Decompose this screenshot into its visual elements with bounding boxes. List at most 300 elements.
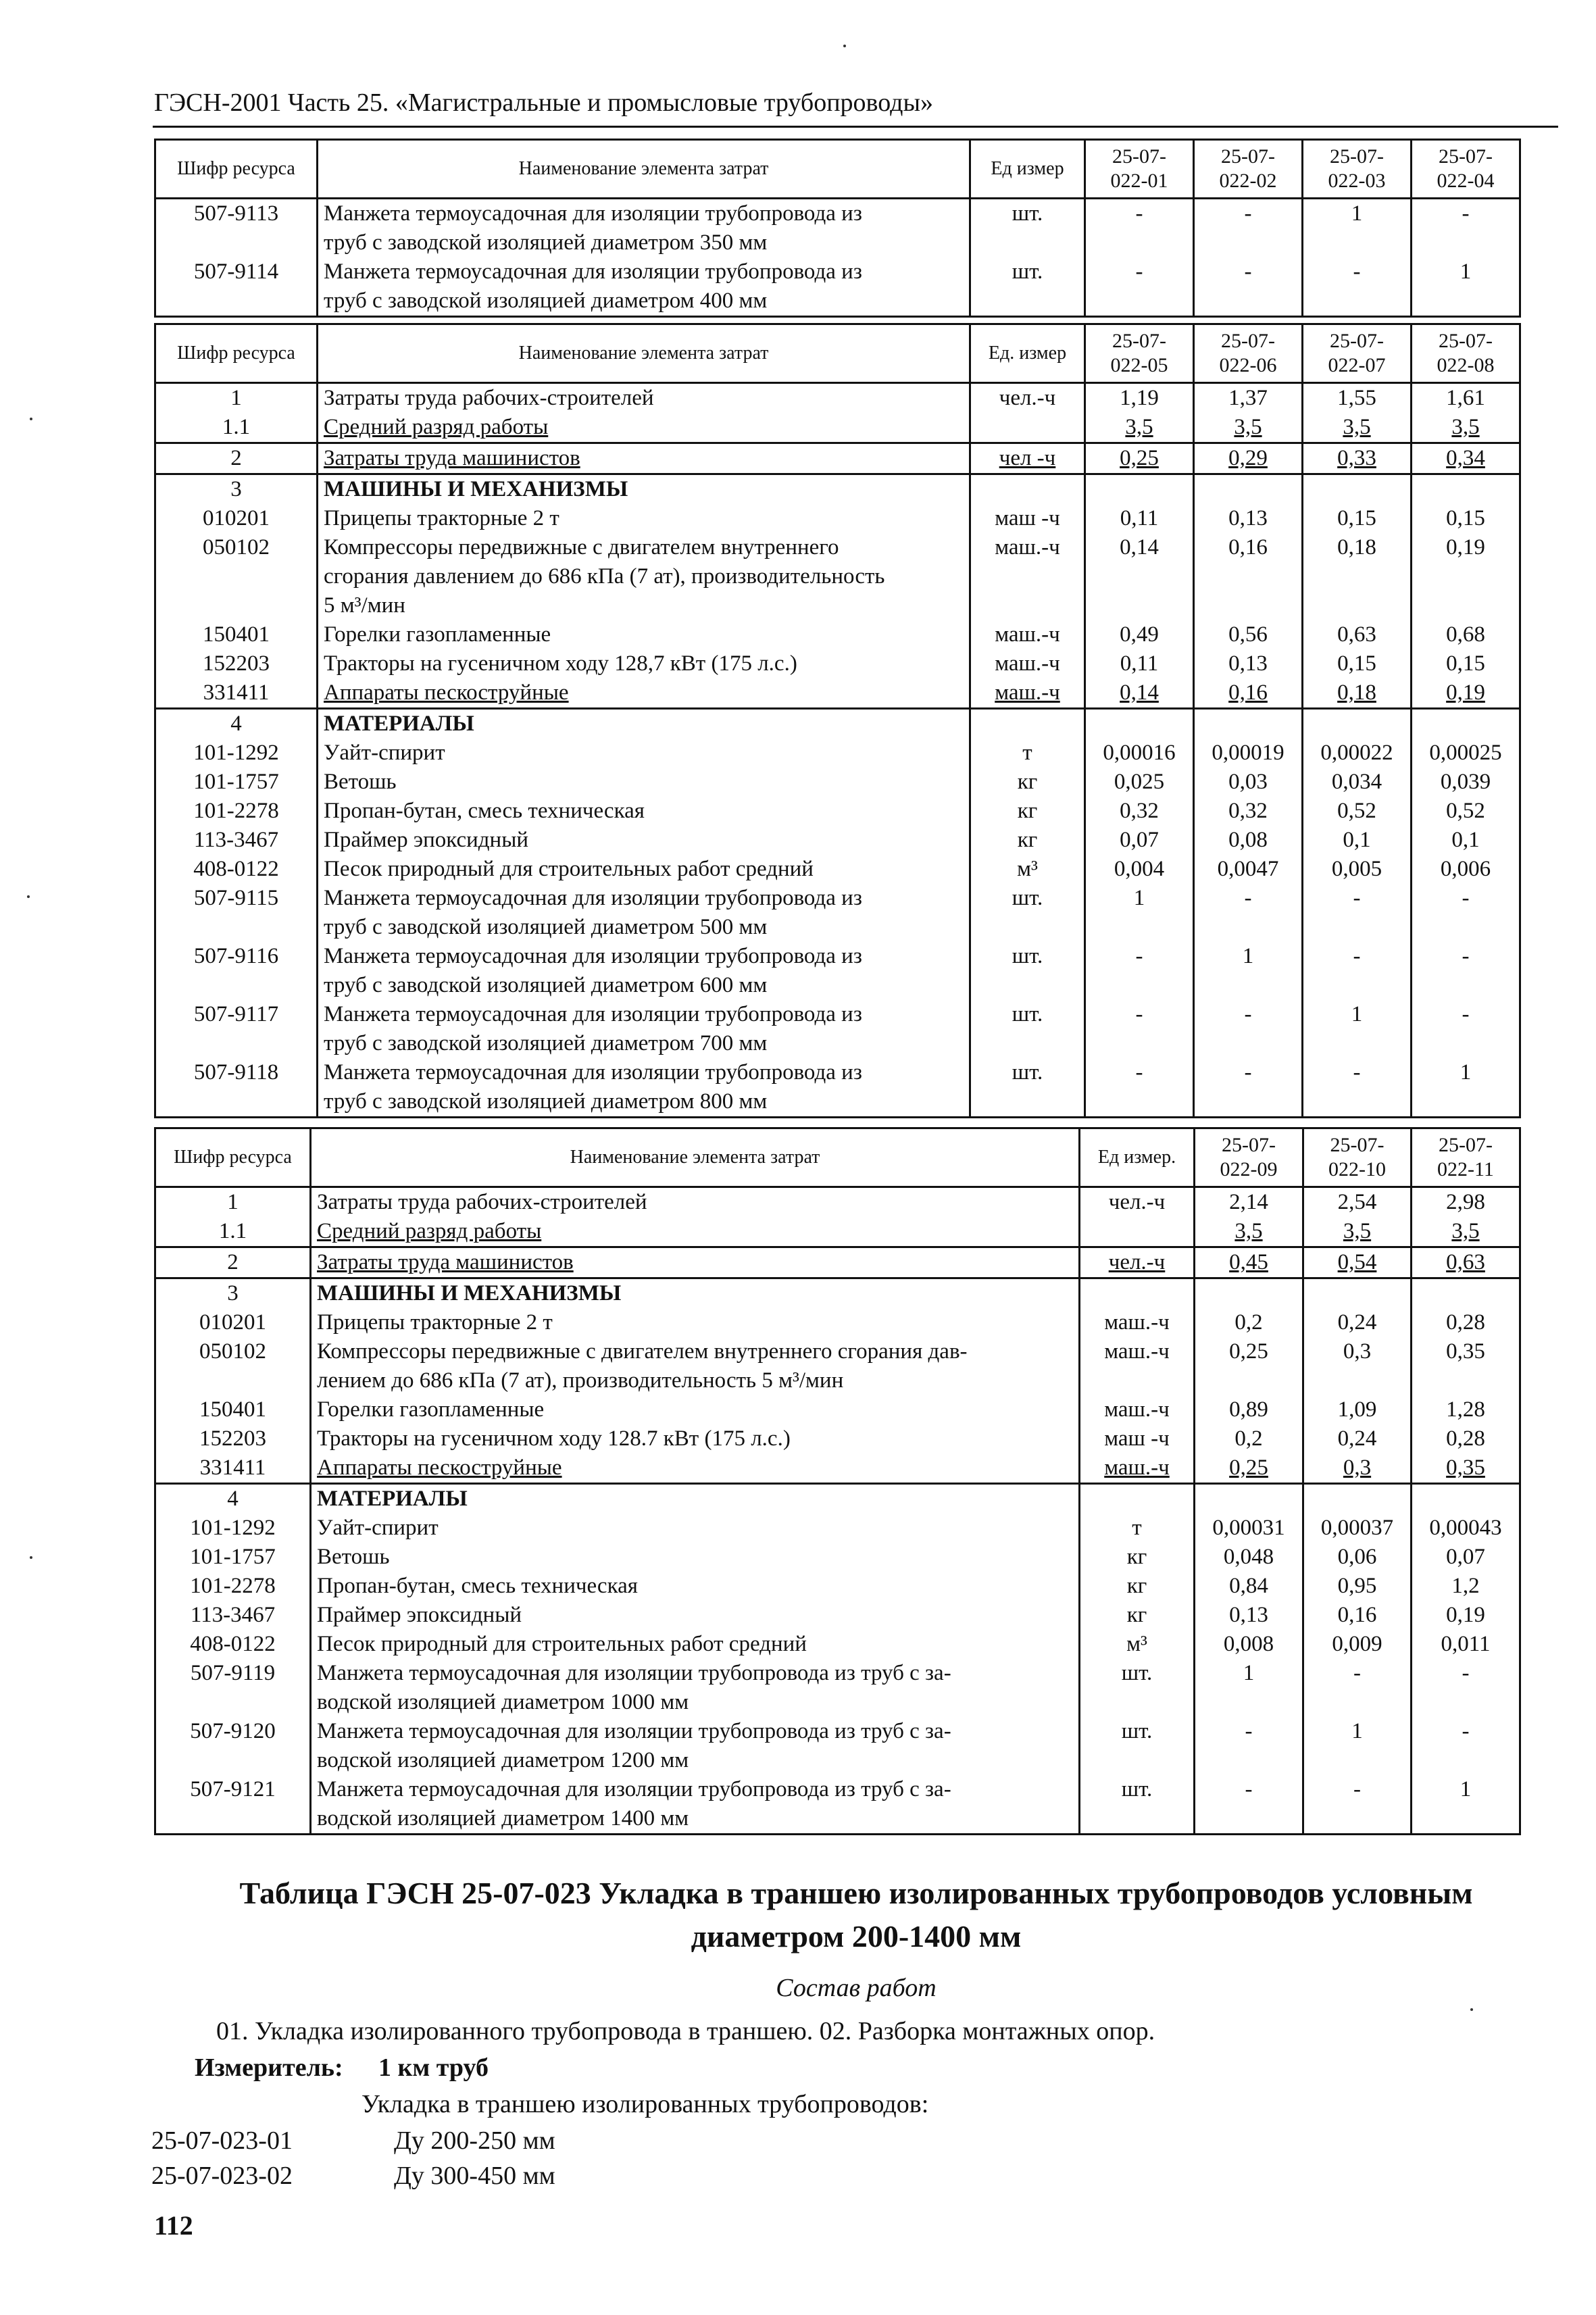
unit-cell: шт.: [970, 257, 1085, 317]
unit-cell: маш.-ч: [970, 649, 1085, 678]
column-header-norm-code: [1085, 324, 1194, 383]
unit-cell: [970, 709, 1085, 739]
value-cell: 0,95: [1303, 1572, 1412, 1601]
resource-name: Компрессоры передвижные с двигателем внутреннего сгорания дав- лением до 686 кПа (7 ат), производительность 5 м³/мин: [311, 1337, 1080, 1395]
value-cell: -: [1194, 199, 1303, 258]
value-cell: 0,011: [1412, 1630, 1520, 1659]
value-cell: 0,15: [1412, 504, 1520, 533]
resource-code: 331411: [155, 678, 318, 709]
value-cell: -: [1303, 942, 1412, 1000]
table-row: [155, 1543, 1520, 1572]
resource-code: 507-9120: [155, 1717, 311, 1775]
resource-code: 152203: [155, 649, 318, 678]
scan-speck: [1470, 2008, 1473, 2011]
value-cell: 1: [1412, 1775, 1520, 1835]
unit-cell: маш.-ч: [1080, 1395, 1195, 1424]
table-row: [155, 855, 1520, 884]
value-cell: 0,24: [1303, 1424, 1412, 1453]
section-title: МАТЕРИАЛЫ: [311, 1484, 1080, 1514]
resource-name: Затраты труда машинистов: [318, 443, 970, 474]
value-cell: 0,006: [1412, 855, 1520, 884]
value-cell: -: [1194, 1000, 1303, 1058]
unit-cell: чел -ч: [970, 443, 1085, 474]
norm-code-line: 25-07-: [1330, 1134, 1385, 1156]
resource-name: Манжета термоусадочная для изоляции трубопровода из труб с заводской изоляцией диаметром 400 мм: [318, 257, 970, 317]
value-cell: -: [1303, 884, 1412, 942]
value-cell: [1412, 1278, 1520, 1309]
value-cell: -: [1085, 257, 1194, 317]
unit-cell: т: [1080, 1514, 1195, 1543]
value-cell: 3,5: [1194, 413, 1303, 443]
value-cell: 0,14: [1085, 678, 1194, 709]
resource-code: 010201: [155, 1308, 311, 1337]
resource-code: 1: [155, 383, 318, 414]
value-cell: 1: [1412, 257, 1520, 317]
resource-name: Компрессоры передвижные с двигателем внутреннего сгорания давлением до 686 кПа (7 ат), производительность 5 м³/мин: [318, 533, 970, 620]
meter-label: Измеритель:: [195, 2053, 343, 2082]
unit-cell: шт.: [970, 1000, 1085, 1058]
column-header-norm-code: [1303, 324, 1412, 383]
value-cell: 0,63: [1412, 1247, 1520, 1278]
value-cell: 0,15: [1412, 649, 1520, 678]
page-number: 112: [154, 2210, 193, 2241]
table-row: [155, 884, 1520, 942]
unit-cell: шт.: [970, 1058, 1085, 1118]
column-header-norm-code: [1194, 140, 1303, 199]
value-cell: 0,08: [1194, 826, 1303, 855]
unit-cell: м³: [970, 855, 1085, 884]
column-header-norm-code: [1303, 140, 1412, 199]
value-cell: 0,00022: [1303, 739, 1412, 768]
header-rule: [153, 126, 1558, 128]
table-header-row: [155, 1128, 1520, 1187]
column-header-name: Наименование элемента затрат: [318, 324, 970, 383]
resource-code: 4: [155, 709, 318, 739]
value-cell: -: [1085, 1058, 1194, 1118]
value-cell: -: [1195, 1717, 1303, 1775]
value-cell: 1: [1085, 884, 1194, 942]
resource-code: 3: [155, 1278, 311, 1309]
resource-name: Тракторы на гусеничном ходу 128.7 кВт (175 л.с.): [311, 1424, 1080, 1453]
value-cell: 0,35: [1412, 1453, 1520, 1484]
column-header-name: Наименование элемента затрат: [318, 140, 970, 199]
table-row: [155, 1337, 1520, 1395]
table-row: [155, 413, 1520, 443]
resource-code: 101-2278: [155, 1572, 311, 1601]
value-cell: [1303, 709, 1412, 739]
table-row: [155, 1000, 1520, 1058]
table-row: [155, 768, 1520, 797]
resource-code: 150401: [155, 1395, 311, 1424]
resource-name: Манжета термоусадочная для изоляции трубопровода из труб с заводской изоляцией диаметром 600 мм: [318, 942, 970, 1000]
resource-table-1: [154, 139, 1521, 318]
value-cell: [1303, 1484, 1412, 1514]
unit-cell: чел.-ч: [1080, 1187, 1195, 1218]
value-cell: 0,15: [1303, 649, 1412, 678]
norm-code-line: 25-07-: [1112, 145, 1166, 168]
table-row: [155, 1717, 1520, 1775]
value-cell: 0,84: [1195, 1572, 1303, 1601]
table-title-line-1: Таблица ГЭСН 25-07-023 Укладка в траншею изолированных трубопроводов условным: [239, 1876, 1473, 1910]
value-cell: 0,11: [1085, 504, 1194, 533]
value-cell: -: [1412, 199, 1520, 258]
section-title: МАТЕРИАЛЫ: [318, 709, 970, 739]
value-cell: 0,3: [1303, 1337, 1412, 1395]
section-row: [155, 1484, 1520, 1514]
table-row: [155, 199, 1520, 258]
column-header-code: Шифр ресурса: [155, 140, 318, 199]
table-row: [155, 1187, 1520, 1218]
section-title: МАШИНЫ И МЕХАНИЗМЫ: [311, 1278, 1080, 1309]
norm-code-line: 25-07-: [1330, 330, 1384, 352]
table-title: [154, 1872, 1558, 1958]
norm-code-line: 25-07-: [1222, 1134, 1276, 1156]
value-cell: 0,16: [1194, 533, 1303, 620]
value-cell: 0,28: [1412, 1308, 1520, 1337]
value-cell: 0,16: [1194, 678, 1303, 709]
item-text: Ду 300-450 мм: [394, 2162, 555, 2190]
value-cell: -: [1303, 1058, 1412, 1118]
value-cell: 0,039: [1412, 768, 1520, 797]
unit-cell: м³: [1080, 1630, 1195, 1659]
norm-code-line: 022-05: [1110, 354, 1168, 376]
resource-code: 507-9117: [155, 1000, 318, 1058]
table-row: [155, 533, 1520, 620]
norm-code-line: 25-07-: [1221, 330, 1275, 352]
resource-code: 050102: [155, 1337, 311, 1395]
table-row: [155, 826, 1520, 855]
unit-cell: [1080, 1217, 1195, 1247]
resource-name: Песок природный для строительных работ средний: [318, 855, 970, 884]
resource-code: 408-0122: [155, 855, 318, 884]
table-row: [155, 443, 1520, 474]
resource-name: Манжета термоусадочная для изоляции трубопровода из труб с заводской изоляцией диаметром 500 мм: [318, 884, 970, 942]
resource-name: Пропан-бутан, смесь техническая: [318, 797, 970, 826]
resource-code: 113-3467: [155, 826, 318, 855]
value-cell: 0,11: [1085, 649, 1194, 678]
table-row: [155, 1395, 1520, 1424]
scan-speck: [27, 895, 30, 898]
column-header-norm-code: [1412, 324, 1520, 383]
value-cell: 1,37: [1194, 383, 1303, 414]
resource-name: Ветошь: [318, 768, 970, 797]
unit-cell: маш -ч: [1080, 1424, 1195, 1453]
resource-code: 1: [155, 1187, 311, 1218]
unit-cell: маш.-ч: [1080, 1453, 1195, 1484]
composition-heading: Состав работ: [776, 1974, 937, 2002]
column-header-norm-code: [1303, 1128, 1412, 1187]
scan-speck: [30, 418, 32, 420]
resource-name: Аппараты пескоструйные: [318, 678, 970, 709]
unit-cell: чел.-ч: [1080, 1247, 1195, 1278]
value-cell: -: [1412, 1717, 1520, 1775]
resource-name: Манжета термоусадочная для изоляции трубопровода из труб с заводской изоляцией диаметром 700 мм: [318, 1000, 970, 1058]
norm-code-line: 022-06: [1219, 354, 1277, 376]
unit-cell: кг: [1080, 1543, 1195, 1572]
value-cell: 0,3: [1303, 1453, 1412, 1484]
table-row: [155, 1775, 1520, 1835]
scan-speck: [843, 45, 846, 47]
table-row: [155, 1308, 1520, 1337]
value-cell: 0,008: [1195, 1630, 1303, 1659]
meter-value: 1 км труб: [378, 2053, 489, 2082]
norm-code-line: 25-07-: [1112, 330, 1166, 352]
column-header-unit: Ед. измер: [970, 324, 1085, 383]
resource-name: Уайт-спирит: [311, 1514, 1080, 1543]
value-cell: 0,00019: [1194, 739, 1303, 768]
unit-cell: шт.: [970, 884, 1085, 942]
value-cell: -: [1085, 942, 1194, 1000]
resource-name: Горелки газопламенные: [311, 1395, 1080, 1424]
resource-code: 101-2278: [155, 797, 318, 826]
value-cell: 0,19: [1412, 678, 1520, 709]
value-cell: -: [1303, 1775, 1412, 1835]
value-cell: 0,13: [1195, 1601, 1303, 1630]
table-row: [155, 1601, 1520, 1630]
unit-cell: [970, 413, 1085, 443]
value-cell: -: [1412, 884, 1520, 942]
unit-cell: т: [970, 739, 1085, 768]
resource-code: 101-1292: [155, 1514, 311, 1543]
unit-cell: шт.: [970, 199, 1085, 258]
resource-code: 010201: [155, 504, 318, 533]
value-cell: [1412, 474, 1520, 505]
value-cell: 0,0047: [1194, 855, 1303, 884]
value-cell: 0,25: [1085, 443, 1194, 474]
norm-code-line: 022-11: [1437, 1158, 1494, 1180]
value-cell: 1,61: [1412, 383, 1520, 414]
value-cell: -: [1194, 884, 1303, 942]
value-cell: 0,32: [1194, 797, 1303, 826]
value-cell: 0,45: [1195, 1247, 1303, 1278]
norm-code-line: 25-07-: [1330, 145, 1384, 168]
value-cell: 0,07: [1412, 1543, 1520, 1572]
value-cell: 3,5: [1412, 1217, 1520, 1247]
unit-cell: маш.-ч: [970, 620, 1085, 649]
value-cell: 1: [1303, 1717, 1412, 1775]
value-cell: [1303, 1278, 1412, 1309]
value-cell: 0,18: [1303, 533, 1412, 620]
value-cell: 0,13: [1194, 649, 1303, 678]
resource-code: 507-9116: [155, 942, 318, 1000]
norm-code-line: 25-07-: [1439, 1134, 1493, 1156]
table-row: [155, 1424, 1520, 1453]
value-cell: 0,18: [1303, 678, 1412, 709]
value-cell: 0,16: [1303, 1601, 1412, 1630]
value-cell: 1: [1194, 942, 1303, 1000]
resource-name: Праймер эпоксидный: [318, 826, 970, 855]
table-row: [155, 1453, 1520, 1484]
resource-name: Аппараты пескоструйные: [311, 1453, 1080, 1484]
table-row: [155, 1572, 1520, 1601]
value-cell: 3,5: [1303, 413, 1412, 443]
norm-code-line: 022-08: [1437, 354, 1495, 376]
table-row: [155, 1659, 1520, 1717]
value-cell: -: [1412, 942, 1520, 1000]
unit-cell: маш.-ч: [1080, 1337, 1195, 1395]
unit-cell: кг: [970, 768, 1085, 797]
value-cell: [1085, 709, 1194, 739]
resource-name: Манжета термоусадочная для изоляции трубопровода из труб с за- водской изоляцией диаметром 1400 мм: [311, 1775, 1080, 1835]
unit-cell: шт.: [1080, 1659, 1195, 1717]
value-cell: 2,54: [1303, 1187, 1412, 1218]
value-cell: 0,2: [1195, 1308, 1303, 1337]
resource-code: 2: [155, 1247, 311, 1278]
value-cell: 0,025: [1085, 768, 1194, 797]
resource-code: 050102: [155, 533, 318, 620]
value-cell: 2,14: [1195, 1187, 1303, 1218]
value-cell: 0,00016: [1085, 739, 1194, 768]
table-header-row: [155, 324, 1520, 383]
unit-cell: кг: [1080, 1601, 1195, 1630]
section-title: МАШИНЫ И МЕХАНИЗМЫ: [318, 474, 970, 505]
resource-name: Праймер эпоксидный: [311, 1601, 1080, 1630]
value-cell: 1: [1303, 199, 1412, 258]
unit-cell: шт.: [1080, 1775, 1195, 1835]
scan-speck: [30, 1556, 32, 1559]
value-cell: 0,56: [1194, 620, 1303, 649]
column-header-norm-code: [1194, 324, 1303, 383]
value-cell: 0,14: [1085, 533, 1194, 620]
unit-cell: [1080, 1278, 1195, 1309]
value-cell: 0,34: [1412, 443, 1520, 474]
value-cell: 0,07: [1085, 826, 1194, 855]
column-header-unit: Ед измер.: [1080, 1128, 1195, 1187]
resource-code: 101-1757: [155, 1543, 311, 1572]
section-row: [155, 474, 1520, 505]
table-row: [155, 1514, 1520, 1543]
value-cell: [1194, 474, 1303, 505]
value-cell: 0,89: [1195, 1395, 1303, 1424]
value-cell: 0,52: [1303, 797, 1412, 826]
unit-cell: [970, 474, 1085, 505]
resource-table-2: [154, 323, 1521, 1118]
table-row: [155, 797, 1520, 826]
unit-cell: шт.: [970, 942, 1085, 1000]
value-cell: 3,5: [1412, 413, 1520, 443]
table-row: [155, 678, 1520, 709]
resource-name: Манжета термоусадочная для изоляции трубопровода из труб с за- водской изоляцией диаметром 1200 мм: [311, 1717, 1080, 1775]
value-cell: 1,55: [1303, 383, 1412, 414]
norm-code-line: 022-07: [1328, 354, 1386, 376]
column-header-norm-code: [1085, 140, 1194, 199]
resource-name: Затраты труда рабочих-строителей: [311, 1187, 1080, 1218]
value-cell: 0,048: [1195, 1543, 1303, 1572]
value-cell: 1: [1195, 1659, 1303, 1717]
resource-name: Затраты труда машинистов: [311, 1247, 1080, 1278]
table-row: [155, 383, 1520, 414]
resource-name: Средний разряд работы: [311, 1217, 1080, 1247]
value-cell: 0,35: [1412, 1337, 1520, 1395]
value-cell: 2,98: [1412, 1187, 1520, 1218]
item-text: Ду 200-250 мм: [394, 2126, 555, 2155]
resource-code: 113-3467: [155, 1601, 311, 1630]
resource-name: Уайт-спирит: [318, 739, 970, 768]
value-cell: 0,03: [1194, 768, 1303, 797]
resource-code: 507-9118: [155, 1058, 318, 1118]
resource-code: 4: [155, 1484, 311, 1514]
value-cell: 0,004: [1085, 855, 1194, 884]
value-cell: [1412, 1484, 1520, 1514]
table-row: [155, 1630, 1520, 1659]
value-cell: 0,034: [1303, 768, 1412, 797]
value-cell: [1195, 1484, 1303, 1514]
value-cell: 0,19: [1412, 533, 1520, 620]
resource-code: 2: [155, 443, 318, 474]
value-cell: 0,25: [1195, 1337, 1303, 1395]
value-cell: 0,15: [1303, 504, 1412, 533]
unit-cell: кг: [970, 826, 1085, 855]
resource-name: Прицепы тракторные 2 т: [311, 1308, 1080, 1337]
subtitle: Укладка в траншею изолированных трубопроводов:: [361, 2090, 929, 2118]
resource-code: 408-0122: [155, 1630, 311, 1659]
unit-cell: кг: [970, 797, 1085, 826]
value-cell: 1: [1412, 1058, 1520, 1118]
value-cell: 0,33: [1303, 443, 1412, 474]
table-row: [155, 649, 1520, 678]
resource-name: Пропан-бутан, смесь техническая: [311, 1572, 1080, 1601]
column-header-name: Наименование элемента затрат: [311, 1128, 1080, 1187]
norm-code-line: 022-03: [1328, 170, 1386, 192]
unit-cell: [1080, 1484, 1195, 1514]
value-cell: 0,52: [1412, 797, 1520, 826]
resource-code: 331411: [155, 1453, 311, 1484]
value-cell: -: [1412, 1659, 1520, 1717]
norm-code-line: 022-01: [1110, 170, 1168, 192]
table-row: [155, 1058, 1520, 1118]
resource-name: Манжета термоусадочная для изоляции трубопровода из труб с за- водской изоляцией диаметром 1000 мм: [311, 1659, 1080, 1717]
resource-code: 152203: [155, 1424, 311, 1453]
value-cell: 0,00043: [1412, 1514, 1520, 1543]
resource-name: Тракторы на гусеничном ходу 128,7 кВт (175 л.с.): [318, 649, 970, 678]
value-cell: 1,28: [1412, 1395, 1520, 1424]
value-cell: 0,2: [1195, 1424, 1303, 1453]
resource-code: 1.1: [155, 1217, 311, 1247]
section-row: [155, 709, 1520, 739]
value-cell: 0,1: [1412, 826, 1520, 855]
resource-name: Затраты труда рабочих-строителей: [318, 383, 970, 414]
table-header-row: [155, 140, 1520, 199]
value-cell: 3,5: [1195, 1217, 1303, 1247]
value-cell: 1: [1303, 1000, 1412, 1058]
value-cell: -: [1303, 1659, 1412, 1717]
resource-name: Песок природный для строительных работ средний: [311, 1630, 1080, 1659]
unit-cell: маш.-ч: [970, 533, 1085, 620]
resource-code: 507-9114: [155, 257, 318, 317]
table-row: [155, 1247, 1520, 1278]
unit-cell: кг: [1080, 1572, 1195, 1601]
norm-code-line: 022-04: [1437, 170, 1495, 192]
resource-code: 150401: [155, 620, 318, 649]
norm-code-line: 25-07-: [1221, 145, 1275, 168]
resource-code: 507-9115: [155, 884, 318, 942]
column-header-norm-code: [1412, 1128, 1520, 1187]
unit-cell: маш.-ч: [1080, 1308, 1195, 1337]
value-cell: 0,49: [1085, 620, 1194, 649]
value-cell: 0,00031: [1195, 1514, 1303, 1543]
value-cell: 0,1: [1303, 826, 1412, 855]
norm-code-line: 25-07-: [1439, 330, 1493, 352]
value-cell: 0,24: [1303, 1308, 1412, 1337]
norm-code-line: 022-09: [1220, 1158, 1278, 1180]
resource-code: 507-9119: [155, 1659, 311, 1717]
value-cell: 0,00025: [1412, 739, 1520, 768]
value-cell: 0,005: [1303, 855, 1412, 884]
resource-name: Средний разряд работы: [318, 413, 970, 443]
resource-name: Манжета термоусадочная для изоляции трубопровода из труб с заводской изоляцией диаметром 350 мм: [318, 199, 970, 258]
value-cell: 1,09: [1303, 1395, 1412, 1424]
value-cell: [1412, 709, 1520, 739]
